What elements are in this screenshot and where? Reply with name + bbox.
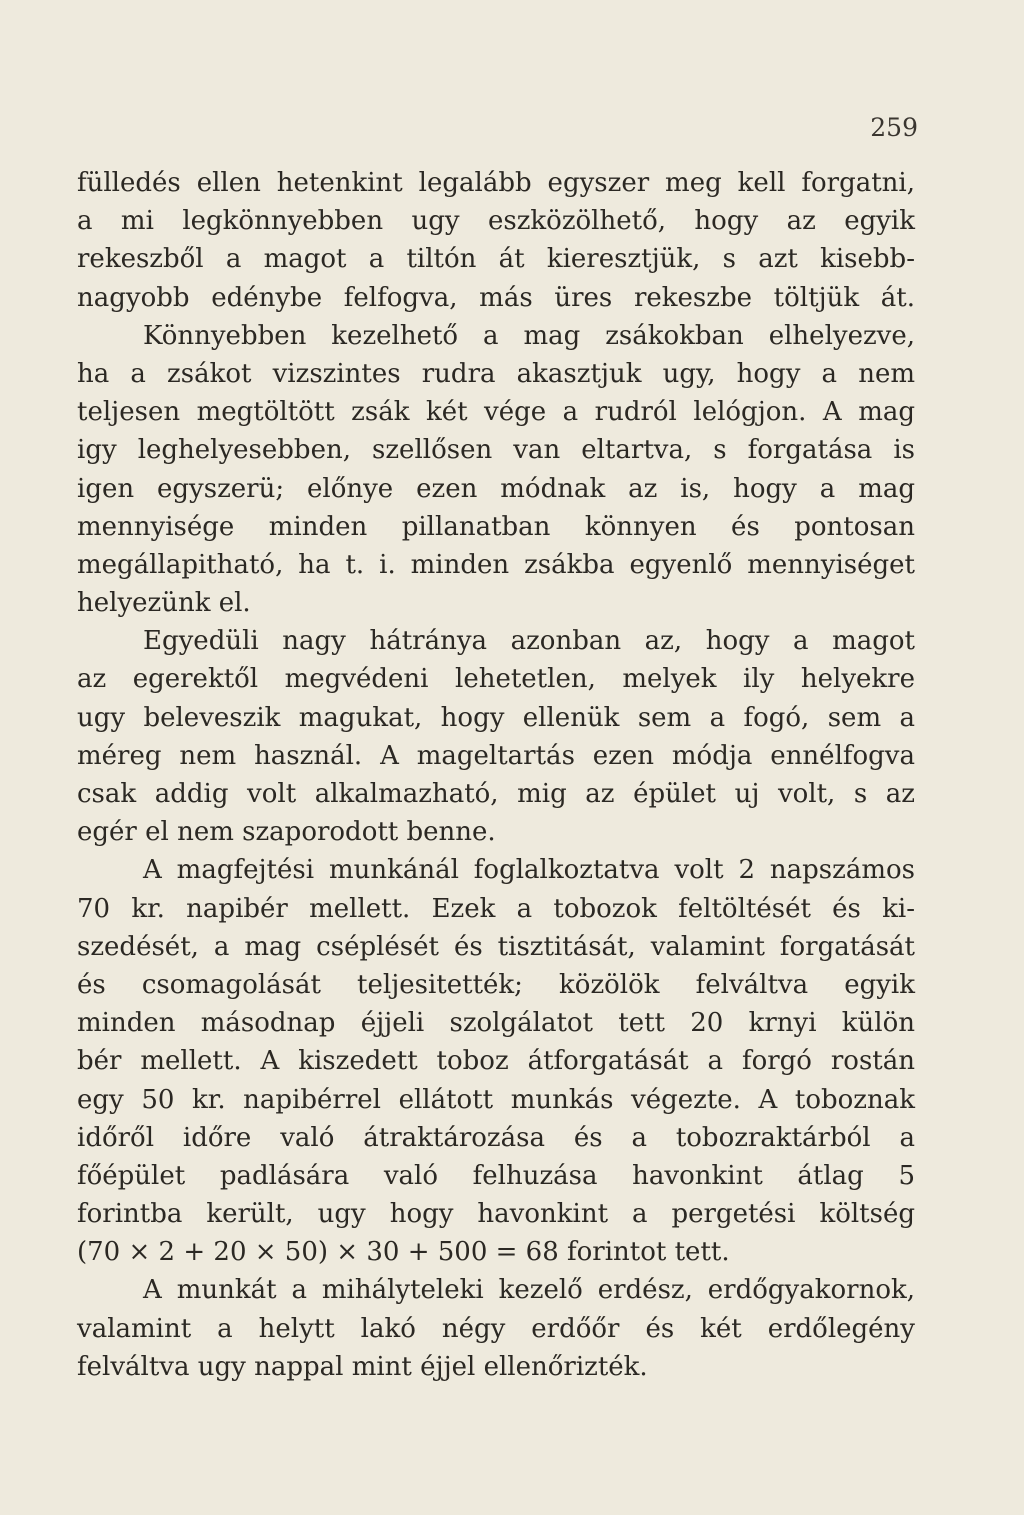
- text-line: és csomagolását teljesitették; közölök felváltva egyik: [77, 969, 915, 1000]
- text-line: egér el nem szaporodott benne.: [77, 817, 496, 848]
- text-line: bér mellett. A kiszedett toboz átforgatását a forgó rostán: [77, 1046, 915, 1077]
- text-line: csak addig volt alkalmazható, mig az épület uj volt, s az: [77, 779, 915, 809]
- text-line: ha a zsákot vizszintes rudra akasztjuk ugy, hogy a nem: [77, 358, 915, 389]
- text-line: megállapitható, ha t. i. minden zsákba egyenlő mennyiséget: [77, 549, 915, 580]
- text-line: a mi legkönnyebben ugy eszközölhető, hogy az egyik: [77, 206, 915, 237]
- text-line: mennyisége minden pillanatban könnyen és pontosan: [77, 511, 915, 542]
- text-line: főépület padlására való felhuzása havonkint átlag 5: [77, 1160, 915, 1191]
- text-line: időről időre való átraktározása és a tobozraktárból a: [77, 1122, 915, 1153]
- text-line: felváltva ugy nappal mint éjjel ellenőrizték.: [77, 1351, 648, 1382]
- text-line: Könnyebben kezelhető a mag zsákokban elhelyezve,: [143, 320, 915, 351]
- text-line: helyezünk el.: [77, 588, 251, 619]
- text-line: valamint a helytt lakó négy erdőőr és két erdőlegény: [77, 1313, 915, 1344]
- text-line: az egerektől megvédeni lehetetlen, melyek ily helyekre: [77, 664, 915, 695]
- text-line: 70 kr. napibér mellett. Ezek a tobozok feltöltését és ki-: [77, 893, 915, 924]
- text-line: teljesen megtöltött zsák két vége a rudról lelógjon. A mag: [77, 397, 915, 428]
- body-text: [77, 164, 915, 1386]
- text-line: ugy beleveszik magukat, hogy ellenük sem a fogó, sem a: [77, 702, 915, 733]
- page-number: 259: [870, 113, 918, 142]
- text-line: igy leghelyesebben, szellősen van eltartva, s forgatása is: [77, 435, 915, 466]
- text-line: Egyedüli nagy hátránya azonban az, hogy a magot: [143, 626, 915, 657]
- text-line: minden másodnap éjjeli szolgálatot tett 20 krnyi külön: [77, 1008, 915, 1039]
- text-line: A magfejtési munkánál foglalkoztatva volt 2 napszámos: [143, 855, 915, 886]
- text-line: forintba került, ugy hogy havonkint a pergetési költség: [77, 1199, 915, 1230]
- text-line: egy 50 kr. napibérrel ellátott munkás végezte. A toboznak: [77, 1084, 915, 1115]
- text-line: nagyobb edénybe felfogva, más üres rekeszbe töltjük át.: [77, 282, 915, 313]
- text-line: A munkát a mihályteleki kezelő erdész, erdőgyakornok,: [143, 1275, 915, 1306]
- text-line: (70 × 2 + 20 × 50) × 30 + 500 = 68 forintot tett.: [77, 1237, 730, 1268]
- text-line: szedését, a mag cséplését és tisztitását, valamint forgatását: [77, 931, 915, 962]
- text-line: fülledés ellen hetenkint legalább egyszer meg kell forgatni,: [77, 168, 915, 198]
- text-line: méreg nem használ. A mageltartás ezen módja ennélfogva: [77, 740, 915, 771]
- text-line: rekeszből a magot a tiltón át kieresztjük, s azt kisebb-: [77, 244, 915, 275]
- text-line: igen egyszerü; előnye ezen módnak az is, hogy a mag: [77, 473, 915, 504]
